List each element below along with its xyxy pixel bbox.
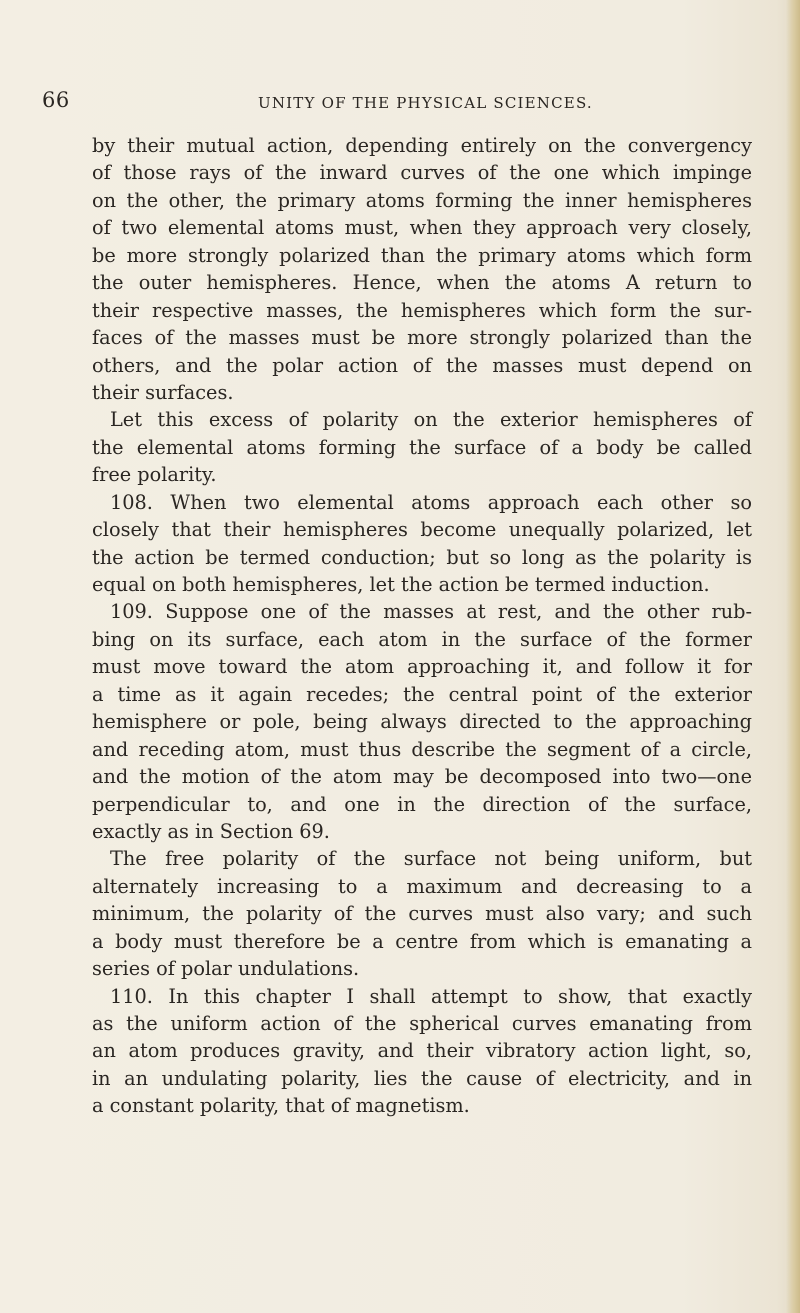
page-number: 66 [42,88,70,112]
text-line: perpendicular to, and one in the direction of the surface, [92,792,752,816]
text-line: Let this excess of polarity on the exterior hemispheres of [110,408,752,432]
text-line: by their mutual action, depending entirely on the convergency [92,134,752,157]
text-line: on the other, the primary atoms forming the inner hemispheres [92,188,752,212]
text-line: others, and the polar action of the masses must depend on [92,353,752,377]
page-edge-shadow [786,0,800,1313]
text-line: alternately increasing to a maximum and decreasing to a [92,874,752,898]
text-line: exactly as in Section 69. [92,819,330,843]
body-text [92,132,752,1120]
text-line: their respective masses, the hemispheres which form the sur- [92,298,752,322]
text-line: 109. Suppose one of the masses at rest, and the other rub- [110,600,752,624]
text-line: faces of the masses must be more strongly polarized than the [92,326,752,350]
text-line: the action be termed conduction; but so long as the polarity is [92,545,752,569]
text-line: as the uniform action of the spherical curves emanating from [92,1012,752,1035]
text-line: of two elemental atoms must, when they approach very closely, [92,216,752,240]
text-line: free polarity. [92,463,217,487]
text-line: the elemental atoms forming the surface of a body be called [92,435,752,459]
text-line: and the motion of the atom may be decomposed into two—one [92,765,752,789]
text-line: hemisphere or pole, being always directed to the approaching [92,710,752,734]
text-line: series of polar undulations. [92,957,360,981]
text-line: a body must therefore be a centre from which is emanating a [92,929,752,953]
text-line: of those rays of the inward curves of the one which impinge [92,161,752,185]
text-line: in an undulating polarity, lies the cause of electricity, and in [92,1066,752,1090]
text-line: their surfaces. [92,380,234,404]
text-line: a time as it again recedes; the central point of the exterior [92,682,752,706]
text-line: 110. In this chapter I shall attempt to show, that exactly [110,984,752,1008]
text-line: bing on its surface, each atom in the surface of the former [92,627,752,651]
text-line: equal on both hemispheres, let the action be termed induction. [92,573,710,596]
text-line: be more strongly polarized than the primary atoms which form [92,243,752,267]
text-line: The free polarity of the surface not being uniform, but [110,847,752,871]
text-line: a constant polarity, that of magnetism. [92,1094,470,1118]
text-line: closely that their hemispheres become unequally polarized, let [92,518,752,542]
text-line: minimum, the polarity of the curves must also vary; and such [92,902,752,926]
text-line: 108. When two elemental atoms approach each other so [110,490,752,514]
running-head: UNITY OF THE PHYSICAL SCIENCES. [258,94,593,112]
text-line: and receding atom, must thus describe the segment of a circle, [92,737,752,761]
text-line: must move toward the atom approaching it, and follow it for [92,655,752,679]
text-line: an atom produces gravity, and their vibratory action light, so, [92,1039,752,1063]
text-line: the outer hemispheres. Hence, when the atoms A return to [92,271,752,295]
